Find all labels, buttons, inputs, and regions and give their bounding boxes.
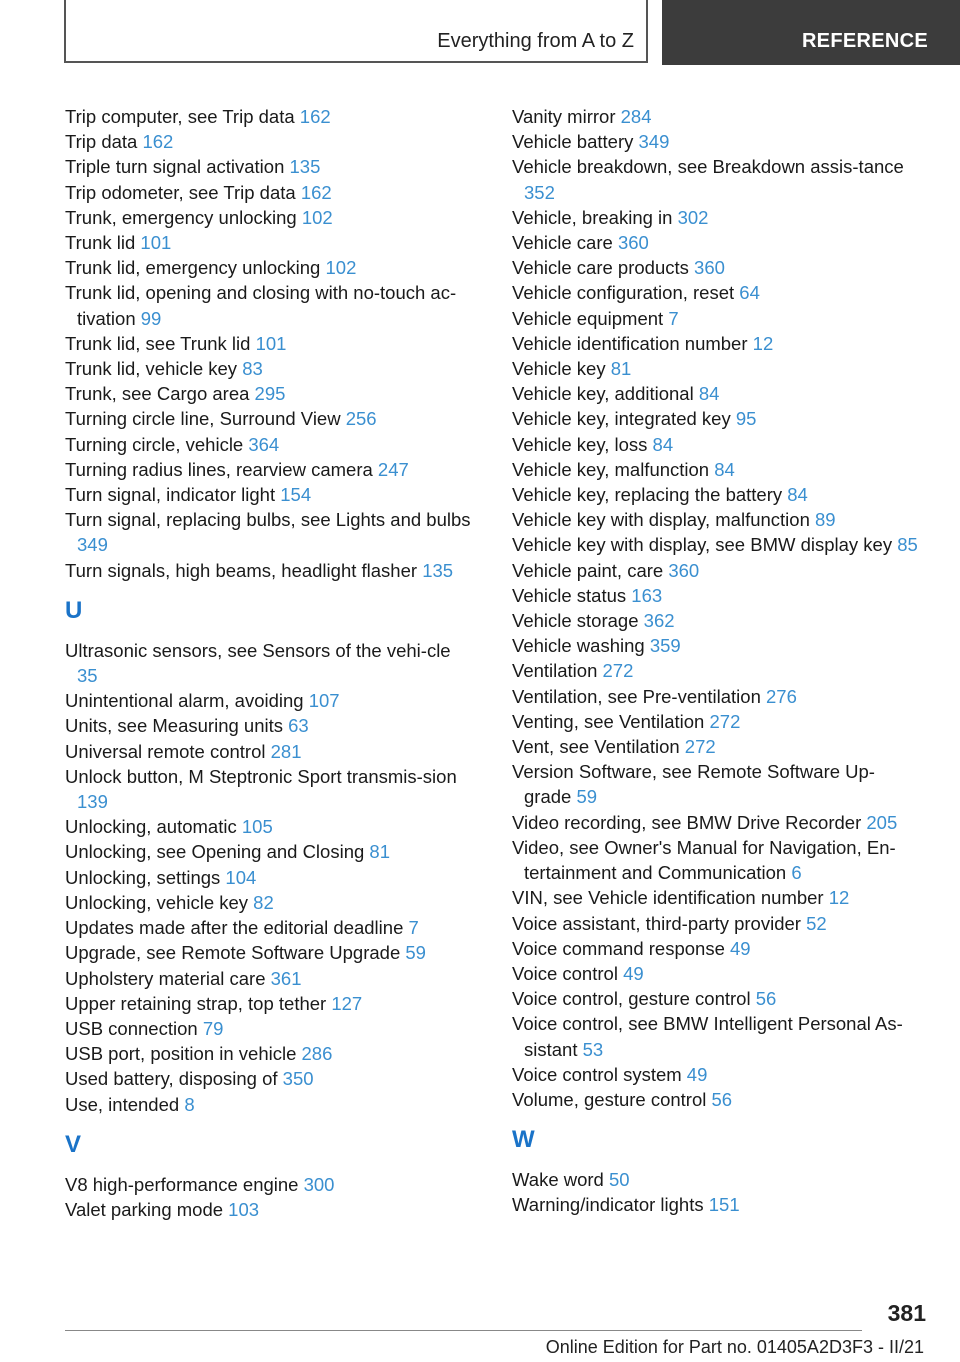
index-entry <box>65 1092 475 1117</box>
index-entry <box>512 482 922 507</box>
index-entry <box>512 936 922 961</box>
index-entry <box>65 205 475 230</box>
index-entry <box>65 915 475 940</box>
entry-page-link[interactable]: 102 <box>301 206 333 228</box>
entry-page-link[interactable]: 276 <box>766 685 797 707</box>
entry-term: Ventilation, see Pre-ventilation <box>512 685 761 707</box>
index-entry <box>512 759 922 809</box>
index-entry <box>512 1192 922 1217</box>
index-entry <box>512 558 922 583</box>
entry-page-link[interactable]: 127 <box>331 992 363 1014</box>
entry-term: Wake word <box>512 1169 604 1191</box>
entry-page-link[interactable]: 79 <box>202 1017 224 1039</box>
entry-term: Vehicle battery <box>512 131 634 153</box>
index-entry <box>512 280 922 305</box>
entry-page-link[interactable]: 99 <box>140 307 162 329</box>
entry-page-link[interactable]: 64 <box>739 282 760 304</box>
entry-term: Vehicle key, additional <box>512 383 694 405</box>
entry-term: Vehicle breakdown, see Breakdown assis-tance <box>512 156 904 178</box>
index-entry <box>512 205 922 230</box>
entry-term: Vehicle storage <box>512 610 639 632</box>
entry-term: Turning circle, vehicle <box>65 433 244 455</box>
entry-term: Vehicle care <box>512 232 613 254</box>
entry-term: Use, intended <box>65 1093 180 1115</box>
entry-page-link[interactable]: 256 <box>345 408 377 430</box>
entry-page-link[interactable]: 139 <box>77 791 108 813</box>
entry-page-link[interactable]: 7 <box>668 307 679 329</box>
entry-page-link[interactable]: 95 <box>735 408 757 430</box>
entry-page-link[interactable]: 56 <box>755 988 777 1010</box>
entry-page-link[interactable]: 101 <box>255 332 287 354</box>
entry-term: Vehicle key, integrated key <box>512 408 731 430</box>
entry-term: Voice control system <box>512 1063 682 1085</box>
entry-term: Upholstery material care <box>65 967 266 989</box>
entry-term: Ultrasonic sensors, see Sensors of the vehi-cle <box>65 639 451 661</box>
entry-page-link[interactable]: 272 <box>684 736 716 758</box>
entry-page-link[interactable]: 151 <box>708 1194 740 1216</box>
entry-term: Turn signal, indicator light <box>65 484 276 506</box>
index-entry <box>512 306 922 331</box>
entry-page-link[interactable]: 101 <box>140 232 172 254</box>
entry-term: Vehicle key <box>512 358 606 380</box>
entry-term: Vanity mirror <box>512 106 616 127</box>
entry-page-link[interactable]: 247 <box>377 458 409 480</box>
entry-page-link[interactable]: 284 <box>620 106 652 127</box>
entry-page-link[interactable]: 349 <box>77 534 108 556</box>
index-entry <box>65 713 475 738</box>
index-entry <box>65 1197 475 1222</box>
index-entry <box>65 406 475 431</box>
index-entry <box>512 381 922 406</box>
index-entry <box>512 230 922 255</box>
entry-term: Trunk lid, see Trunk lid <box>65 332 251 354</box>
entry-page-link[interactable]: 361 <box>270 967 302 989</box>
index-entry <box>65 457 475 482</box>
entry-term: USB port, position in vehicle <box>65 1043 297 1065</box>
entry-term: Trunk lid, vehicle key <box>65 358 238 380</box>
entry-term: Vehicle configuration, reset <box>512 282 735 304</box>
entry-page-link[interactable]: 59 <box>405 942 426 964</box>
index-entry <box>65 764 475 814</box>
entry-page-link[interactable]: 359 <box>649 635 681 657</box>
index-entry <box>512 1011 922 1061</box>
index-entry <box>65 507 475 557</box>
entry-term: Trip data <box>65 131 138 153</box>
index-letter-heading: U <box>65 596 83 624</box>
index-entry <box>512 911 922 936</box>
entry-term: Vehicle washing <box>512 635 645 657</box>
entry-page-link[interactable]: 82 <box>253 891 274 913</box>
index-entry <box>65 255 475 280</box>
entry-term: Used battery, disposing of <box>65 1068 278 1090</box>
entry-term: Unlocking, see Opening and Closing <box>65 841 365 863</box>
index-entry <box>65 180 475 205</box>
entry-term: Vent, see Ventilation <box>512 736 680 758</box>
entry-page-link[interactable]: 352 <box>524 181 555 203</box>
index-entry <box>512 1087 922 1112</box>
entry-term: Trunk lid <box>65 232 136 254</box>
entry-page-link[interactable]: 272 <box>709 710 741 732</box>
entry-term: Voice command response <box>512 937 725 959</box>
index-entry <box>512 507 922 532</box>
entry-term: Turn signal, replacing bulbs, see Lights and bulbs <box>65 509 471 531</box>
chapter-tab <box>662 0 960 65</box>
entry-page-link[interactable]: 7 <box>408 917 419 939</box>
entry-term: Voice control, gesture control <box>512 988 751 1010</box>
entry-page-link[interactable]: 135 <box>422 559 454 581</box>
entry-page-link[interactable]: 302 <box>677 206 709 228</box>
index-entry <box>512 885 922 910</box>
entry-term: Trunk, see Cargo area <box>65 383 250 405</box>
entry-page-link[interactable]: 12 <box>752 332 774 354</box>
entry-term: Version Software, see Remote Software Up-grade <box>512 761 875 808</box>
entry-page-link[interactable]: 8 <box>184 1093 195 1115</box>
index-entry <box>65 129 475 154</box>
index-entry <box>65 1066 475 1091</box>
section-tab <box>64 0 648 63</box>
index-entry <box>65 381 475 406</box>
index-entry <box>512 835 922 885</box>
entry-term: Video recording, see BMW Drive Recorder <box>512 811 862 833</box>
index-entry <box>65 966 475 991</box>
index-entry <box>512 356 922 381</box>
entry-page-link[interactable]: 81 <box>610 358 632 380</box>
section-title: Everything from A to Z <box>437 30 634 52</box>
index-entry <box>512 1167 922 1192</box>
entry-page-link[interactable]: 107 <box>308 690 340 712</box>
index-entry <box>512 583 922 608</box>
entry-term: Trunk, emergency unlocking <box>65 206 297 228</box>
entry-page-link[interactable]: 300 <box>303 1173 335 1195</box>
entry-page-link[interactable]: 162 <box>142 131 174 153</box>
index-entry <box>512 104 922 129</box>
entry-page-link[interactable]: 85 <box>897 534 918 556</box>
entry-page-link[interactable]: 6 <box>791 862 802 884</box>
index-entry <box>512 1062 922 1087</box>
entry-term: Trunk lid, emergency unlocking <box>65 257 321 279</box>
footer-divider <box>65 1330 862 1331</box>
entry-page-link[interactable]: 105 <box>241 816 273 838</box>
entry-term: Unlocking, automatic <box>65 816 237 838</box>
entry-page-link[interactable]: 295 <box>254 383 286 405</box>
entry-term: Vehicle equipment <box>512 307 664 329</box>
entry-page-link[interactable]: 81 <box>369 841 390 863</box>
index-entry <box>65 865 475 890</box>
index-entry <box>65 482 475 507</box>
entry-page-link[interactable]: 162 <box>300 181 332 203</box>
entry-page-link[interactable]: 154 <box>280 484 312 506</box>
entry-term: Vehicle identification number <box>512 332 748 354</box>
entry-page-link[interactable]: 50 <box>608 1169 630 1191</box>
index-entry <box>512 154 922 204</box>
entry-term: Triple turn signal activation <box>65 156 285 178</box>
page-header <box>0 0 960 66</box>
index-entry <box>65 432 475 457</box>
index-entry <box>65 890 475 915</box>
index-entry <box>65 104 475 129</box>
index-entry <box>512 255 922 280</box>
entry-term: Ventilation <box>512 660 598 682</box>
entry-term: Vehicle key with display, malfunction <box>512 509 810 531</box>
index-entry <box>512 734 922 759</box>
index-entry <box>65 940 475 965</box>
entry-term: VIN, see Vehicle identification number <box>512 887 824 909</box>
entry-term: Universal remote control <box>65 740 266 762</box>
entry-page-link[interactable]: 49 <box>623 962 644 984</box>
entry-term: Unlock button, M Steptronic Sport transmis-sion <box>65 765 457 787</box>
entry-term: Units, see Measuring units <box>65 715 283 737</box>
entry-page-link[interactable]: 286 <box>301 1043 333 1065</box>
entry-page-link[interactable]: 364 <box>248 433 280 455</box>
entry-term: Unintentional alarm, avoiding <box>65 690 304 712</box>
index-entry <box>65 356 475 381</box>
entry-term: Vehicle key with display, see BMW display key <box>512 534 893 556</box>
entry-page-link[interactable]: 350 <box>282 1068 314 1090</box>
entry-term: Updates made after the editorial deadline <box>65 917 404 939</box>
entry-term: Unlocking, settings <box>65 866 221 888</box>
index-entry <box>65 331 475 356</box>
index-entry <box>65 1172 475 1197</box>
index-entry <box>65 638 475 688</box>
entry-term: Vehicle, breaking in <box>512 206 673 228</box>
index-entry <box>512 532 922 557</box>
index-entry <box>65 991 475 1016</box>
entry-term: Upgrade, see Remote Software Upgrade <box>65 942 401 964</box>
entry-term: Turn signals, high beams, headlight flasher <box>65 559 418 581</box>
index-entry <box>512 961 922 986</box>
index-entry <box>65 558 475 583</box>
entry-page-link[interactable]: 35 <box>77 665 98 687</box>
index-entry <box>65 739 475 764</box>
entry-page-link[interactable]: 162 <box>299 106 331 127</box>
entry-page-link[interactable]: 83 <box>242 358 263 380</box>
index-entry <box>512 810 922 835</box>
entry-page-link[interactable]: 135 <box>289 156 321 178</box>
entry-page-link[interactable]: 84 <box>714 458 735 480</box>
entry-page-link[interactable]: 360 <box>617 232 649 254</box>
index-entry <box>512 432 922 457</box>
entry-term: Trip computer, see Trip data <box>65 106 295 127</box>
entry-page-link[interactable]: 53 <box>582 1038 604 1060</box>
entry-term: Upper retaining strap, top tether <box>65 992 327 1014</box>
entry-term: Turning circle line, Surround View <box>65 408 341 430</box>
index-entry <box>65 154 475 179</box>
index-entry <box>512 457 922 482</box>
index-entry <box>512 331 922 356</box>
entry-page-link[interactable]: 205 <box>866 811 898 833</box>
entry-page-link[interactable]: 272 <box>602 660 634 682</box>
index-entry <box>65 1041 475 1066</box>
index-entry <box>512 684 922 709</box>
entry-page-link[interactable]: 49 <box>730 937 751 959</box>
entry-term: Vehicle key, malfunction <box>512 458 710 480</box>
entry-term: Voice assistant, third-party provider <box>512 912 801 934</box>
index-entry <box>65 688 475 713</box>
entry-term: Trip odometer, see Trip data <box>65 181 296 203</box>
index-entry <box>512 129 922 154</box>
entry-term: Volume, gesture control <box>512 1088 707 1110</box>
entry-page-link[interactable]: 12 <box>828 887 850 909</box>
entry-term: Voice control <box>512 962 618 984</box>
entry-page-link[interactable]: 52 <box>806 912 827 934</box>
index-letter-heading: W <box>512 1126 535 1154</box>
entry-term: Voice control, see BMW Intelligent Personal As-sistant <box>512 1013 903 1060</box>
entry-term: Turning radius lines, rearview camera <box>65 458 373 480</box>
edition-note: Online Edition for Part no. 01405A2D3F3 - II/21 <box>545 1337 924 1357</box>
index-entry <box>512 406 922 431</box>
index-entry <box>512 633 922 658</box>
chapter-title: REFERENCE <box>801 30 928 52</box>
entry-page-link[interactable]: 89 <box>815 509 836 531</box>
index-entry <box>65 230 475 255</box>
entry-page-link[interactable]: 63 <box>288 715 309 737</box>
entry-term: Vehicle care products <box>512 257 689 279</box>
entry-page-link[interactable]: 59 <box>576 786 598 808</box>
entry-page-link[interactable]: 360 <box>668 559 700 581</box>
entry-page-link[interactable]: 360 <box>694 257 725 279</box>
entry-page-link[interactable]: 163 <box>631 584 663 606</box>
index-entry <box>512 658 922 683</box>
entry-term: Vehicle key, replacing the battery <box>512 484 783 506</box>
entry-page-link[interactable]: 103 <box>228 1198 260 1220</box>
index-letter-heading: V <box>65 1130 82 1158</box>
entry-term: Unlocking, vehicle key <box>65 891 249 913</box>
entry-page-link[interactable]: 349 <box>638 131 670 153</box>
entry-page-link[interactable]: 362 <box>643 610 675 632</box>
index-entry <box>65 814 475 839</box>
entry-page-link[interactable]: 84 <box>652 433 674 455</box>
index-entry <box>512 709 922 734</box>
index-entry <box>65 1016 475 1041</box>
entry-term: Vehicle paint, care <box>512 559 664 581</box>
entry-term: Vehicle key, loss <box>512 433 648 455</box>
entry-term: Venting, see Ventilation <box>512 710 705 732</box>
page-number: 381 <box>887 1300 926 1326</box>
entry-term: V8 high-performance engine <box>65 1173 299 1195</box>
entry-page-link[interactable]: 102 <box>325 257 357 279</box>
index-entry <box>65 839 475 864</box>
entry-page-link[interactable]: 49 <box>686 1063 708 1085</box>
entry-page-link[interactable]: 84 <box>787 484 808 506</box>
entry-page-link[interactable]: 104 <box>225 866 257 888</box>
index-entry <box>512 608 922 633</box>
index-column-left <box>65 104 475 1222</box>
entry-term: Warning/indicator lights <box>512 1194 704 1216</box>
entry-term: Valet parking mode <box>65 1198 224 1220</box>
index-column-right <box>512 104 922 1218</box>
entry-term: Vehicle status <box>512 584 627 606</box>
index-entry <box>512 986 922 1011</box>
entry-term: Trunk lid, opening and closing with no-touch ac-tivation <box>65 282 457 329</box>
entry-term: Video, see Owner's Manual for Navigation, En-tertainment and Communication <box>512 836 896 884</box>
entry-term: USB connection <box>65 1017 198 1039</box>
entry-page-link[interactable]: 56 <box>711 1088 733 1110</box>
entry-page-link[interactable]: 281 <box>270 740 302 762</box>
entry-page-link[interactable]: 84 <box>698 383 720 405</box>
index-entry <box>65 280 475 330</box>
